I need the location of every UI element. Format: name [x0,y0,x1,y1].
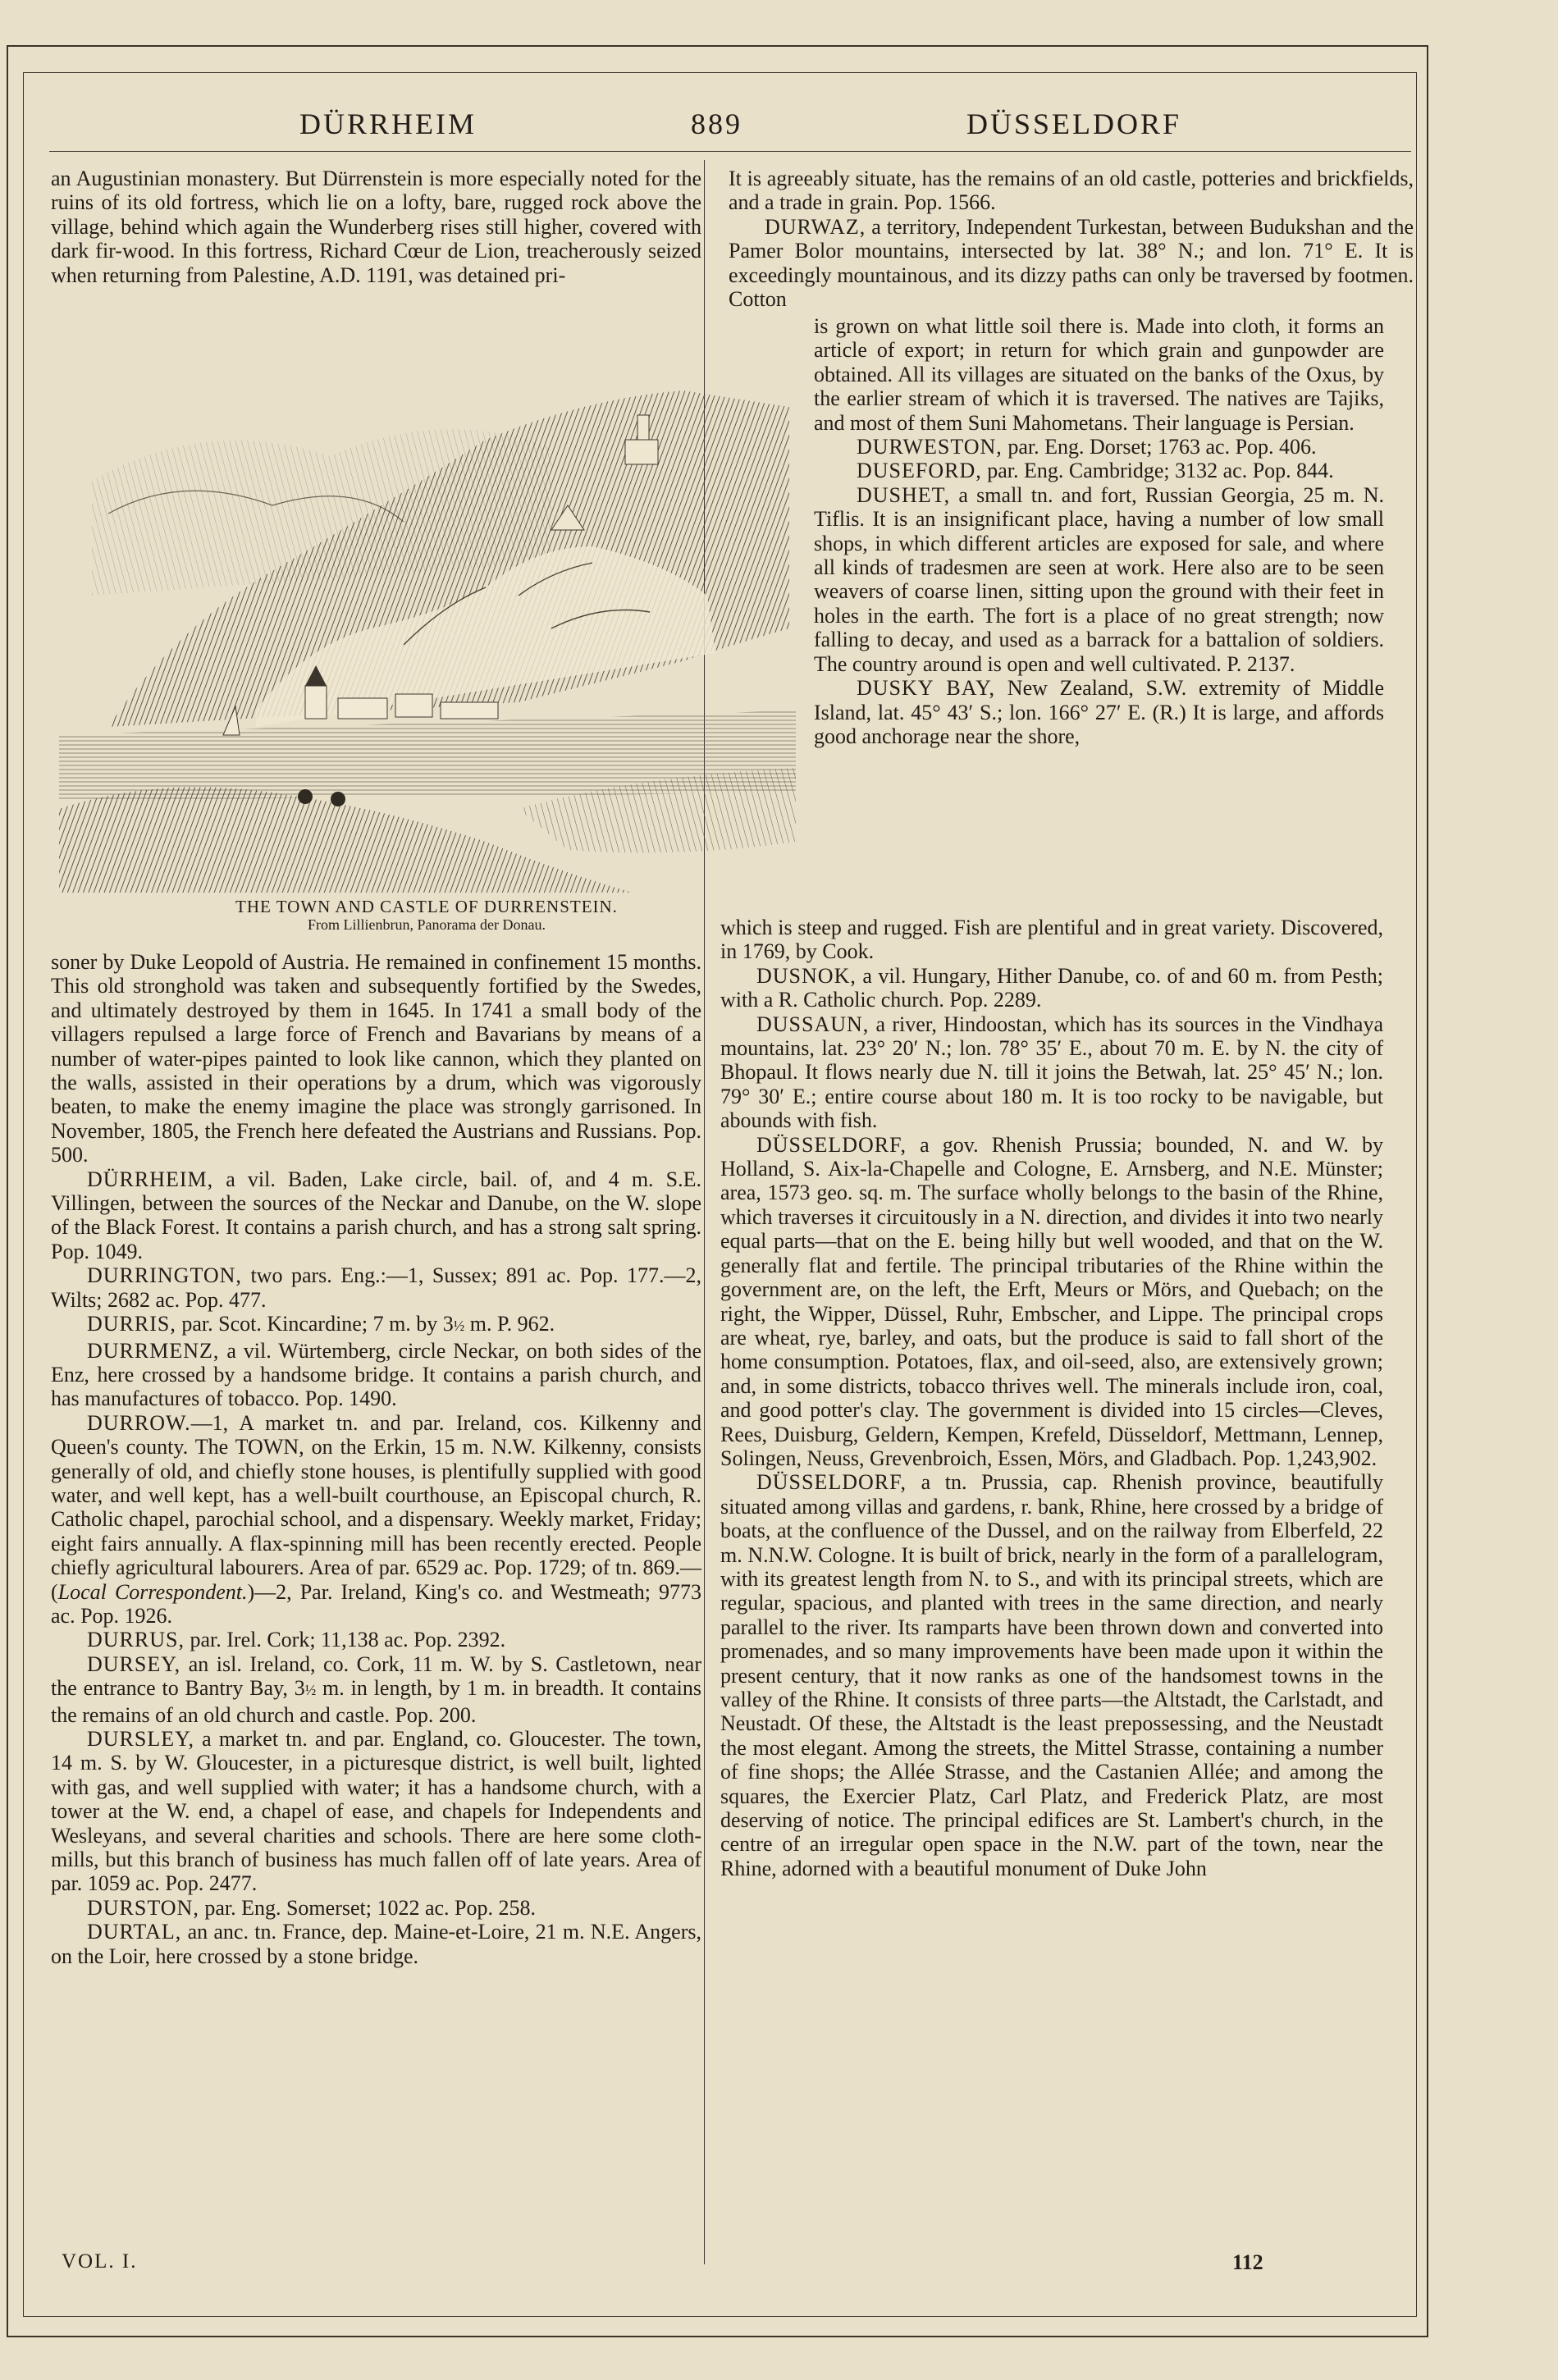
illustration-caption: THE TOWN AND CASTLE OF DURRENSTEIN. [235,897,618,916]
right-column-top [729,167,1414,311]
headword: DURRMENZ, [87,1338,220,1363]
headword: DURWESTON, [857,435,1003,459]
figure [298,789,313,804]
headword: DUSEFORD, [857,459,982,483]
headword: DÜSSELDORF, [756,1470,907,1495]
entry-dursey: DURSEY, an isl. Ireland, co. Cork, 11 m. W. by S. Castletown, near the entrance to Bantry Bay, 3½ m. in length, by 1 m. in breadth. It contains the remains of an old church and castle. Pop. 200. [51,1651,701,1727]
running-head-right: DÜSSELDORF [966,107,1182,140]
headword: DÜSSELDORF, [756,1132,907,1157]
headword: DUSHET, [857,482,951,507]
entry-dussaun: DUSSAUN, a river, Hindoostan, which has its sources in the Vindhaya mountains, lat. 23° 20′ N.; lon. 78° 35′ E., about 70 m. E. by N. the city of Bhopaul. It flows nearly due N. till it joins the Betwah, lat. 25° 45′ N.; lon. 79° 30′ E.; entire course about 180 m. It is too rocky to be navigable, but abounds with fish. [720,1012,1383,1133]
entry-durris: DURRIS, par. Scot. Kincardine; 7 m. by 3½ m. P. 962. [87,1312,555,1336]
figure [331,792,345,806]
headword: DURSLEY, [87,1727,195,1751]
paragraph: It is agreeably situate, has the remains of an old castle, potteries and brickfields, and a trade in grain. Pop. 1566. [729,167,1414,215]
headword: DUSKY BAY, [857,676,996,701]
header-rule [49,151,1411,152]
headword: DÜRRHEIM, [87,1167,214,1191]
entry-durrington: DURRINGTON, two pars. Eng.:—1, Sussex; 891 ac. Pop. 177.—2, Wilts; 2682 ac. Pop. 477. [51,1263,701,1312]
paragraph: soner by Duke Leopold of Austria. He remained in confinement 15 months. This old stronghold was taken and subsequently fortified by the Swedes, and ultimately destroyed by them in 1645. In 1741 a small body of the villagers repulsed a large force of French and Bavarians by means of a number of water-pipes painted to look like cannon, which they planted on the walls, assisted in their operations by a drum, which was vigorously beaten, to make the enemy imagine the place was strongly garrisoned. In November, 1805, the French here defeated the Austrians and Russians. Pop. 500. [51,950,701,1167]
entry-dusseldorf-gov: DÜSSELDORF, a gov. Rhenish Prussia; bounded, N. and W. by Holland, S. Aix-la-Chapelle and Cologne, E. Arnsberg, and N.E. Münster; area, 1573 geo. sq. m. The surface wholly belongs to the basin of the Rhine, which traverses it circuitously in a N. direction, and divides it into two nearly equal parts—that on the E. being hilly but well wooded, and that on the W. generally flat and fertile. The principal tributaries of the Rhine within the government are, on the left, the Erft, Meurs or Mörs, and Quebach; on the right, the Wipper, Düssel, Ruhr, Embscher, and Lippe. The principal crops are wheat, rye, barley, and oats, but the produce is said to fall short of the home consumption. Potatoes, flax, and oil-seed, also, are extensively grown; and, in some districts, tobacco thrives well. The minerals include iron, coal, and good potter's clay. The government is divided into 15 circles—Cleves, Rees, Duisburg, Geldern, Kempen, Krefeld, Düsseldorf, Mettmann, Lennep, Solingen, Neuss, Grevenbroich, Essen, Mörs, and Gladbach. Pop. 1,243,902. [720,1132,1383,1470]
entry-durwaz: DURWAZ, a territory, Independent Turkestan, between Budukshan and the Pamer Bolor mountains, intersected by lat. 38° N.; and lon. 71° E. It is exceedingly mountainous, and its dizzy paths can only be traversed by footmen. Cotton [729,214,1414,312]
headword: DURWAZ, [765,214,866,239]
headword: DUSSAUN, [756,1012,870,1036]
entry-durrow: DURROW.—1, A market tn. and par. Ireland, cos. Kilkenny and Queen's county. The TOWN, on the Erkin, 15 m. N.W. Kilkenny, consists generally of old, and chiefly stone houses, is plentifully supplied with good water, and well kept, has a well-built courthouse, an Episcopal church, R. Catholic chapel, parochial school, and a dispensary. Weekly market, Friday; eight fairs annually. A flax-spinning mill has been recently erected. People chiefly agricultural labourers. Area of par. 6529 ac. Pop. 1729; of tn. 869.—(Local Correspondent.)—2, Par. Ireland, King's co. and Westmeath; 9773 ac. Pop. 1926. [51,1410,701,1628]
entry-dursley: DURSLEY, a market tn. and par. England, co. Gloucester. The town, 14 m. S. by W. Gloucester, in a picturesque district, is well built, lighted with gas, and well supplied with water; it has a handsome church, with a tower at the W. end, a chapel of ease, and chapels for Independents and Wesleyans, and several charities and schools. There are here some cloth-mills, but this branch of business has much fallen off of late years. Area of par. 1059 ac. Pop. 2477. [51,1727,701,1896]
paragraph: is grown on what little soil there is. Made into cloth, it forms an article of export; in return for which grain and gunpowder are obtained. All its villages are situated on the banks of the Oxus, by the earlier stream of which it is traversed. The natives are Tajiks, and most of them Suni Mahometans. Their language is Persian. [814,314,1384,435]
entry-dushet: DUSHET, a small tn. and fort, Russian Georgia, 25 m. N. Tiflis. It is an insignificant place, having a number of low small shops, in which different articles are exposed for sale, and where all kinds of tradesmen are seen at work. Here also are to be seen weavers of coarse linen, sitting upon the ground with their feet in holes in the earth. The fort is a place of no great strength; now falling to decay, and used as a barrack for a battalion of soldiers. The country around is open and well cultivated. P. 2137. [814,482,1384,676]
headword: DURSTON, [87,1895,199,1920]
headword: DURRINGTON, [87,1263,242,1288]
engraving-durrenstein [59,382,796,893]
headword: DURROW. [87,1410,191,1435]
entry-durweston: DURWESTON, par. Eng. Dorset; 1763 ac. Pop. 406. [857,435,1317,459]
headword: DURSEY, [87,1651,181,1676]
entry-durrus: DURRUS, par. Irel. Cork; 11,138 ac. Pop. 2392. [87,1628,506,1652]
running-head-left: DÜRRHEIM [299,107,477,140]
page-number: 889 [691,107,742,140]
entry-duseford: DUSEFORD, par. Eng. Cambridge; 3132 ac. Pop. 844. [857,459,1334,483]
paragraph: which is steep and rugged. Fish are plentiful and in great variety. Discovered, in 1769, by Cook. [720,916,1383,964]
paragraph: an Augustinian monastery. But Dürrenstein is more especially noted for the ruins of its old fortress, which lie on a lofty, bare, rugged rock above the village, behind which again the Wunderberg rises still higher, covered with dark fir-wood. In this fortress, Richard Cœur de Lion, treacherously seized when returning from Palestine, A.D. 1191, was detained pri- [51,167,701,287]
left-column-top [51,167,701,287]
entry-durston: DURSTON, par. Eng. Somerset; 1022 ac. Pop. 258. [87,1895,537,1920]
entry-durrmenz: DURRMENZ, a vil. Würtemberg, circle Neckar, on both sides of the Enz, here crossed by a handsome bridge. It contains a parish church, and has manufactures of tobacco. Pop. 1490. [51,1338,701,1411]
right-column-narrow [814,314,1384,748]
entry-durtal: DURTAL, an anc. tn. France, dep. Maine-et-Loire, 21 m. N.E. Angers, on the Loir, here crossed by a stone bridge. [51,1920,701,1968]
entry-dusnok: DUSNOK, a vil. Hungary, Hither Danube, co. of and 60 m. from Pesth; with a R. Catholic church. Pop. 2289. [720,963,1383,1012]
headword: DURRUS, [87,1628,185,1652]
illustration-credit: From Lillienbrun, Panorama der Donau. [308,916,546,933]
right-column-bottom [720,916,1383,1880]
headword: DURTAL, [87,1920,182,1944]
headword: DUSNOK, [756,963,857,988]
signature-mark: 112 [1232,2250,1263,2274]
left-column-bottom [51,950,701,1968]
headword: DURRIS, [87,1312,176,1336]
entry-dusky-bay: DUSKY BAY, New Zealand, S.W. extremity of Middle Island, lat. 45° 43′ S.; lon. 166° 27′ E. (R.) It is large, and affords good anchorage near the shore, [814,676,1384,748]
volume-marker: VOL. I. [62,2250,138,2273]
entry-dusseldorf-town: DÜSSELDORF, a tn. Prussia, cap. Rhenish province, beautifully situated among villas and gardens, r. bank, Rhine, here crossed by a bridge of boats, at the confluence of the Dussel, and on the railway from Elberfeld, 22 m. N.N.W. Cologne. It is built of brick, nearly in the form of a parallelogram, with its greatest length from N. to S., and with its principal streets, which are regular, spacious, and planted with trees in the same direction, and nearly parallel to the river. Its ramparts have been thrown down and converted into promenades, and so many improvements have been made upon it within the present century, that it now ranks as one of the handsomest towns in the valley of the Rhine. It consists of three parts—the Altstadt, the Carlstadt, and Neustadt. Of these, the Altstadt is the least prepossessing, and the Neustadt the most elegant. Among the streets, the Mittel Strasse, containing a number of fine shops; the Allée Strasse, and the Castanien Allée; and among the squares, the Exercier Platz, Carl Platz, and Frederick Platz, are most deserving of notice. The principal edifices are St. Lambert's church, in the centre of an irregular open space in the N.W. part of the town, near the Rhine, adorned with a beautiful monument of Duke John [720,1470,1383,1880]
entry-durrheim: DÜRRHEIM, a vil. Baden, Lake circle, bail. of, and 4 m. S.E. Villingen, between the sources of the Neckar and Danube, on the W. slope of the Black Forest. It contains a parish church, and has a strong salt spring. Pop. 1049. [51,1167,701,1263]
